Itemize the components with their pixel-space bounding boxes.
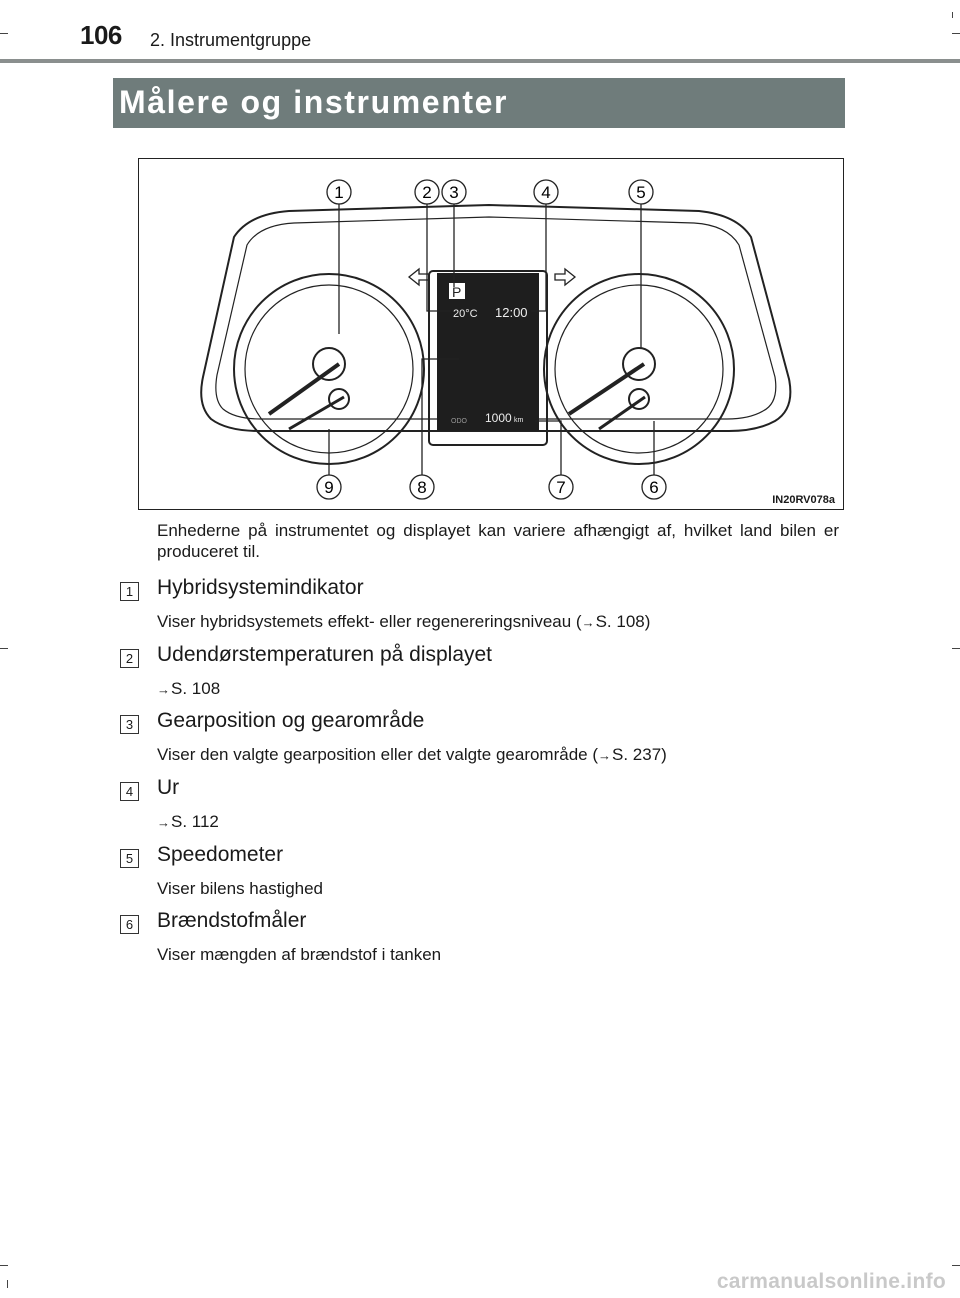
svg-text:9: 9 <box>324 478 334 497</box>
crop-mark <box>952 1265 960 1266</box>
item-number: 4 <box>120 782 139 801</box>
callout-1 <box>327 180 351 204</box>
page-number: 106 <box>80 20 122 50</box>
left-gauge-hub <box>313 348 345 380</box>
instrument-cluster-figure <box>138 158 844 510</box>
callout-9 <box>317 475 341 499</box>
display-odometer-unit: km <box>514 417 524 424</box>
item-title: Gearposition og gearområde <box>157 709 425 732</box>
item-number: 6 <box>120 915 139 934</box>
crop-mark <box>952 33 960 34</box>
svg-text:1: 1 <box>334 183 344 202</box>
item-title: Speedometer <box>157 843 284 866</box>
chapter-title: 2. Instrumentgruppe <box>150 30 312 50</box>
svg-text:7: 7 <box>556 478 566 497</box>
page-reference-link[interactable]: S. 108 <box>595 612 645 631</box>
svg-text:3: 3 <box>449 183 459 202</box>
callout-5 <box>629 180 653 204</box>
item-title: Brændstofmåler <box>157 909 307 932</box>
crop-mark <box>0 33 8 34</box>
page-reference-link[interactable]: S. 108 <box>171 679 221 698</box>
page-reference-link[interactable]: S. 237 <box>612 745 662 764</box>
item-description: Viser den valgte gearposition eller det valgte gearområde (→S. 237) <box>157 745 667 764</box>
crop-mark <box>0 648 8 649</box>
item-description: Viser bilens hastighed <box>157 879 324 898</box>
svg-text:6: 6 <box>649 478 659 497</box>
arrow-icon: → <box>598 748 612 763</box>
item-number: 2 <box>120 649 139 668</box>
figure-code: IN20RV078a <box>772 494 835 506</box>
svg-text:2: 2 <box>422 183 432 202</box>
arrow-icon: → <box>157 682 170 697</box>
item-description <box>157 812 219 832</box>
item-description: Viser mængden af brændstof i tanken <box>157 945 442 964</box>
crop-mark <box>7 1280 8 1288</box>
header-rule <box>0 59 960 63</box>
svg-text:8: 8 <box>417 478 427 497</box>
section-banner <box>113 78 845 128</box>
turn-left-arrow-icon <box>409 269 429 285</box>
right-subgauge-needle <box>599 397 645 429</box>
display-clock: 12:00 <box>495 305 528 320</box>
item-description <box>157 679 220 699</box>
item-number: 5 <box>120 849 139 868</box>
turn-right-arrow-icon <box>555 269 575 285</box>
callout-3 <box>442 180 466 204</box>
item-description: Viser hybridsystemets effekt- eller regenereringsniveau (→S. 108) <box>157 612 651 631</box>
crop-mark <box>952 648 960 649</box>
svg-text:5: 5 <box>636 183 646 202</box>
intro-paragraph: Enhederne på instrumentet og displayet kan variere afhængigt af, hvilket land bilen er produceret til. <box>157 521 839 561</box>
watermark: carmanualsonline.info <box>716 1270 946 1293</box>
callout-8 <box>410 475 434 499</box>
display-odometer: 1000 <box>485 411 512 425</box>
display-temperature: 20°C <box>453 308 478 320</box>
svg-text:4: 4 <box>541 183 551 202</box>
arrow-icon: → <box>157 815 170 830</box>
callout-6 <box>642 475 666 499</box>
callout-7 <box>549 475 573 499</box>
item-number: 3 <box>120 715 139 734</box>
callout-4 <box>534 180 558 204</box>
arrow-icon: → <box>581 615 595 630</box>
section-title: Målere og instrumenter <box>119 84 509 120</box>
left-subgauge-needle <box>289 397 344 429</box>
item-number: 1 <box>120 582 139 601</box>
crop-mark <box>0 1265 8 1266</box>
item-title: Udendørstemperaturen på displayet <box>157 643 493 666</box>
instrument-cluster-illustration <box>139 159 845 511</box>
item-title: Ur <box>157 776 180 799</box>
crop-mark <box>952 12 953 18</box>
display-small-label: ODO <box>451 418 467 425</box>
page-reference-link[interactable]: S. 112 <box>171 812 219 831</box>
item-title: Hybridsystemindikator <box>157 576 364 599</box>
callout-2 <box>415 180 439 204</box>
gear-indicator-text: P <box>452 284 462 300</box>
